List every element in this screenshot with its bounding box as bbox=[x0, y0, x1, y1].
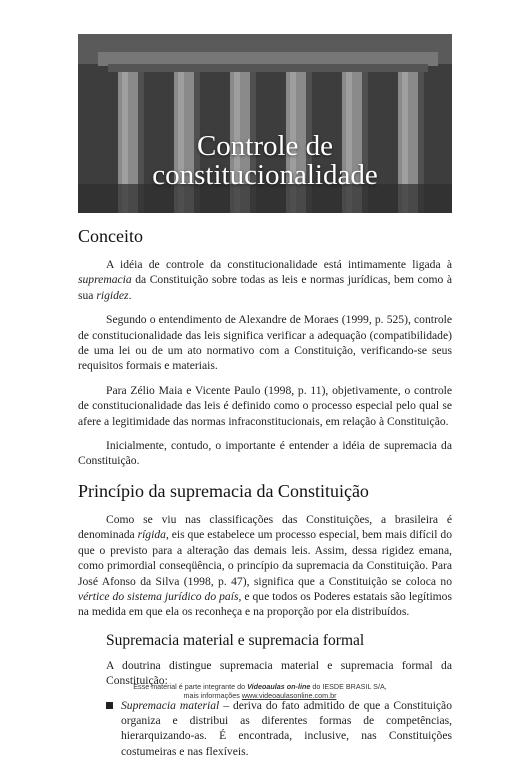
text-run: A idéia de controle da constitucionalidade está intimamente ligada à bbox=[106, 258, 452, 271]
page-footer bbox=[0, 682, 520, 700]
hero-banner bbox=[78, 34, 452, 213]
footer-product-name: Videoaulas on-line bbox=[247, 682, 311, 691]
page-title-line-1: Controle de bbox=[196, 130, 334, 162]
paragraph bbox=[78, 512, 452, 620]
section-heading-conceito: Conceito bbox=[78, 226, 143, 246]
main-content bbox=[78, 226, 452, 759]
emphasis-text: supremacia bbox=[78, 273, 132, 287]
text-run: – deriva do fato admitido de que a Constituição organiza e distribui as diferentes formas de competências, hierarquizando-as. É encontrada, inclusive, nas Constituições costumeiras e nas flexíveis. bbox=[121, 698, 453, 758]
emphasis-text: vértice do sistema jurídico do país bbox=[78, 589, 239, 603]
section-principio bbox=[78, 481, 452, 620]
text-run: do IESDE BRASIL S/A, bbox=[310, 682, 387, 691]
emphasis-text: rígida bbox=[137, 528, 166, 542]
footer-link[interactable]: www.videoaulasonline.com.br bbox=[241, 691, 337, 700]
paragraph: Inicialmente, contudo, o importante é entender a idéia de supremacia da Constituição. bbox=[78, 439, 452, 468]
list-item bbox=[78, 698, 452, 759]
page-title bbox=[78, 132, 452, 190]
section-conceito bbox=[78, 226, 452, 469]
subsection-heading-supremacia: Supremacia material e supremacia formal bbox=[106, 631, 365, 649]
text-run: Esse material é parte integrante do bbox=[133, 682, 248, 691]
list-item-text bbox=[121, 698, 452, 759]
text-run: , e que todos os Poderes estatais são legítimos na medida em que ela os reconheça e na proporção por ela distribuídos. bbox=[78, 589, 452, 619]
text-run: mais informações bbox=[183, 691, 242, 700]
text-run: , eis que estabelece um processo especial, bem mais difícil do que o previsto para a alteração das demais leis. Assim, dessa rigidez emana, como primordial conseqüência, o princípio da supremacia da Constituição. Para José Afonso da Silva (1998, p. 47), significa que a Constituição se coloca no bbox=[78, 528, 452, 588]
page-title-line-2: constitucionalidade bbox=[152, 159, 378, 191]
paragraph: Segundo o entendimento de Alexandre de Moraes (1999, p. 525), controle de constitucionalidade das leis significa verificar a adequação (compatibilidade) de uma lei ou de um ato normativo com a Constituição, verificando-se seus requisitos formais e materiais. bbox=[78, 313, 452, 373]
text-run: . bbox=[128, 288, 132, 302]
square-bullet-icon bbox=[106, 702, 113, 709]
paragraph: Para Zélio Maia e Vicente Paulo (1998, p. 11), objetivamente, o controle de constitucionalidade das leis é definido como o processo especial pelo qual se afere a legitimidade das normas infraconstitucionais, em relação à Constituição. bbox=[78, 383, 452, 428]
paragraph: A doutrina distingue supremacia material e supremacia formal da Constituição: bbox=[106, 658, 452, 688]
footer-line-1 bbox=[0, 682, 520, 691]
text-run: Como se viu nas classificações das Constituições, a brasileira é denominada bbox=[78, 512, 452, 542]
emphasis-text: rigidez bbox=[96, 288, 129, 302]
section-heading-principio: Princípio da supremacia da Constituição bbox=[78, 480, 369, 501]
emphasis-text: Supremacia material bbox=[121, 698, 220, 712]
paragraph bbox=[78, 257, 452, 303]
footer-line-2 bbox=[0, 691, 520, 700]
text-run: da Constituição sobre todas as leis e normas jurídicas, bem como à sua bbox=[78, 273, 452, 302]
